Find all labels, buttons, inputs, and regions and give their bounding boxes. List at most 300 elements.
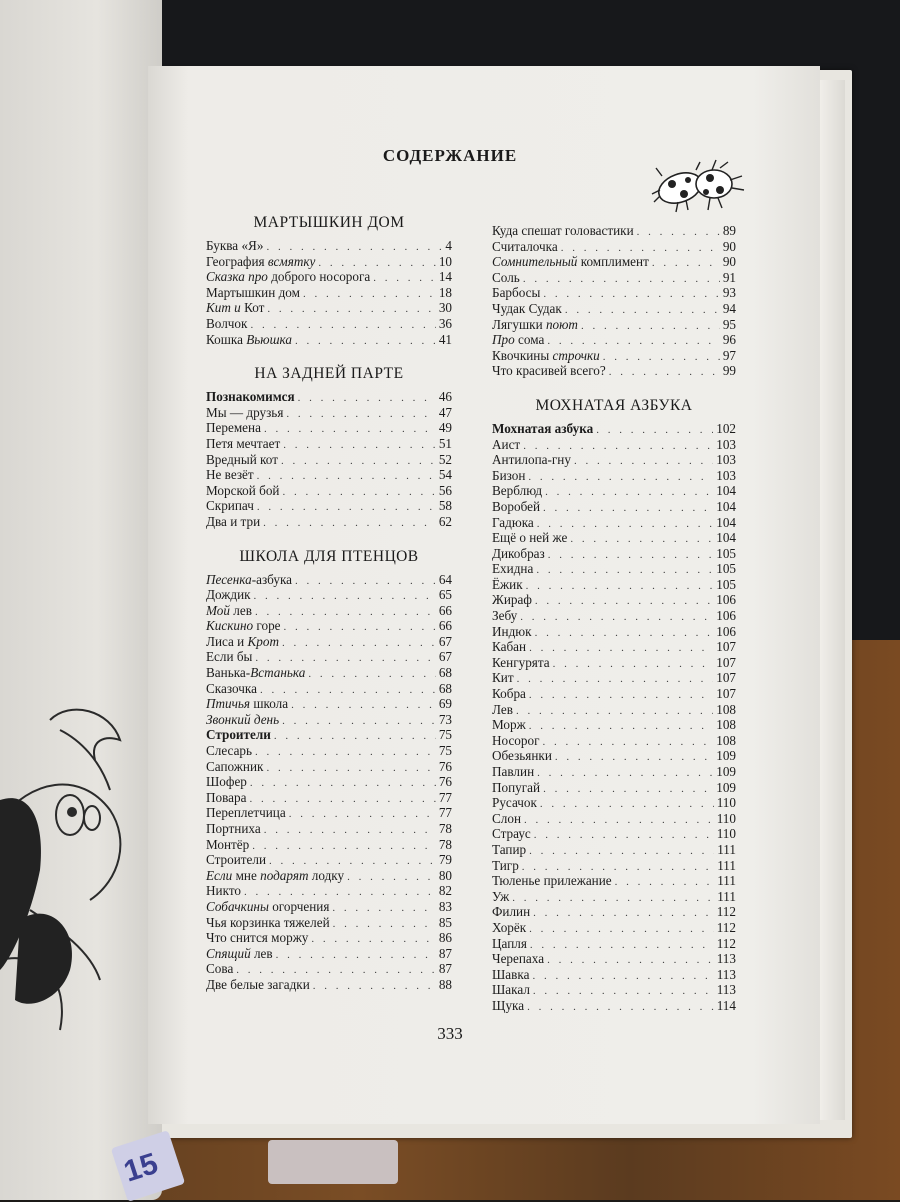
entry-title-part: поют xyxy=(545,316,578,332)
entry-title xyxy=(492,858,519,874)
entry-title-part: Антилопа-гну xyxy=(492,452,571,468)
leader-dots xyxy=(276,948,436,964)
entry-page-number: 110 xyxy=(716,810,736,826)
entry-page-number: 104 xyxy=(716,483,736,499)
entry-title-part: строчки xyxy=(552,347,600,363)
toc-entry[interactable] xyxy=(492,686,736,702)
leader-dots xyxy=(553,657,714,673)
entry-title-part: Дикобраз xyxy=(492,545,545,561)
entry-title-part: Кенгурята xyxy=(492,654,550,670)
toc-entry[interactable] xyxy=(206,572,452,588)
entry-page-number: 4 xyxy=(445,238,452,253)
toc-entry[interactable] xyxy=(206,405,452,421)
toc-entry[interactable] xyxy=(492,483,736,499)
toc-entry[interactable] xyxy=(492,670,736,686)
toc-entry[interactable] xyxy=(206,618,452,634)
entry-page-number: 113 xyxy=(716,982,736,998)
leader-dots xyxy=(596,423,713,439)
entry-title xyxy=(206,805,286,821)
toc-entry[interactable] xyxy=(206,712,452,728)
entry-title xyxy=(492,889,509,905)
toc-entry[interactable] xyxy=(206,436,452,452)
entry-title xyxy=(206,572,292,588)
toc-entry[interactable] xyxy=(492,873,736,889)
entry-title-part: Мартышкин дом xyxy=(206,284,300,300)
toc-entry[interactable] xyxy=(206,868,452,884)
toc-entry[interactable] xyxy=(206,389,452,405)
leader-dots xyxy=(255,745,436,761)
leader-dots xyxy=(637,225,720,241)
entry-title xyxy=(492,936,527,952)
leader-dots xyxy=(264,823,436,839)
leader-dots xyxy=(289,807,436,823)
entry-title-part: Встанька xyxy=(250,665,306,681)
toc-entry[interactable] xyxy=(206,634,452,650)
entry-title-part: Спящий xyxy=(206,945,251,961)
toc-entry[interactable] xyxy=(492,223,736,239)
entry-page-number: 79 xyxy=(438,852,452,868)
toc-entry[interactable] xyxy=(492,811,736,827)
entry-title xyxy=(492,748,552,764)
entry-title-part: Бизон xyxy=(492,467,526,483)
toc-entry[interactable] xyxy=(492,546,736,562)
entry-page-number: 77 xyxy=(438,789,452,805)
entry-title-part: лев xyxy=(250,945,273,961)
toc-entry[interactable] xyxy=(206,467,452,483)
entry-page-number: 49 xyxy=(438,420,452,436)
leader-dots xyxy=(529,922,714,938)
toc-entry[interactable] xyxy=(492,561,736,577)
entry-title-part: Кискино xyxy=(206,618,254,634)
leader-dots xyxy=(281,454,436,470)
entry-title-part: Строители xyxy=(206,852,267,868)
leader-dots xyxy=(603,350,720,366)
entry-page-number: 107 xyxy=(716,639,736,655)
entry-title-part: Лиса и xyxy=(206,633,248,649)
entry-page-number: 54 xyxy=(438,467,452,483)
toc-entry[interactable] xyxy=(206,452,452,468)
entry-title xyxy=(492,348,600,364)
toc-entry[interactable] xyxy=(492,967,736,983)
toc-entry[interactable] xyxy=(492,858,736,874)
toc-entry[interactable] xyxy=(492,421,736,437)
entry-title-part: подарят xyxy=(260,867,309,883)
leader-dots xyxy=(535,626,714,642)
entry-title-part: Портниха xyxy=(206,821,261,836)
entry-page-number: 102 xyxy=(716,420,736,436)
toc-entry[interactable] xyxy=(206,514,452,530)
leader-dots xyxy=(532,969,713,985)
toc-entry[interactable] xyxy=(206,727,452,743)
entry-title-part: Буква «Я» xyxy=(206,238,264,253)
entry-title-part: Дождик xyxy=(206,587,251,603)
leader-dots xyxy=(537,766,713,782)
entry-title xyxy=(492,655,550,671)
toc-entry[interactable] xyxy=(492,764,736,780)
entry-page-number: 106 xyxy=(716,623,736,639)
leader-dots xyxy=(313,979,436,995)
entry-title-part: Шавка xyxy=(492,966,530,982)
toc-entry[interactable] xyxy=(492,608,736,624)
toc-entry[interactable] xyxy=(206,696,452,712)
entry-title-part: Два и три xyxy=(206,513,261,529)
entry-title xyxy=(492,686,526,702)
toc-entry[interactable] xyxy=(492,332,736,348)
entry-title xyxy=(206,930,308,946)
toc-entry[interactable] xyxy=(206,899,452,915)
entry-title xyxy=(206,712,279,728)
entry-page-number: 41 xyxy=(438,331,452,347)
leader-dots xyxy=(533,984,714,1000)
toc-right-column xyxy=(492,223,736,1014)
leader-dots xyxy=(530,938,714,954)
entry-title-part: Если xyxy=(206,867,233,883)
entry-page-number: 88 xyxy=(438,976,452,992)
toc-entry[interactable] xyxy=(206,316,452,332)
entry-title-part: огорчения xyxy=(268,898,330,914)
entry-title xyxy=(206,332,292,348)
entry-page-number: 109 xyxy=(716,779,736,795)
section-title: МАРТЫШКИН ДОМ xyxy=(253,214,405,231)
toc-entry[interactable] xyxy=(492,270,736,286)
entry-title xyxy=(206,868,344,884)
entry-title xyxy=(492,239,558,255)
leader-dots xyxy=(264,422,436,438)
toc-entry[interactable] xyxy=(492,577,736,593)
entry-title-part: Верблюд xyxy=(492,483,543,499)
toc-entry[interactable] xyxy=(206,238,452,254)
leader-dots xyxy=(347,870,436,886)
toc-entry[interactable] xyxy=(492,530,736,546)
leader-dots xyxy=(570,532,713,548)
leader-dots xyxy=(266,761,435,777)
entry-page-number: 75 xyxy=(438,727,452,743)
toc-entry[interactable] xyxy=(492,717,736,733)
entry-page-number: 107 xyxy=(716,670,736,686)
toc-entry[interactable] xyxy=(206,821,452,837)
toc-entry[interactable] xyxy=(206,332,452,348)
entry-title xyxy=(492,904,530,920)
toc-entry[interactable] xyxy=(492,624,736,640)
entry-title xyxy=(492,702,513,718)
leader-dots xyxy=(543,501,713,517)
entry-title-part: Кит и xyxy=(206,300,241,316)
leader-dots xyxy=(523,272,720,288)
entry-title-part: Ещё о ней же xyxy=(492,530,568,546)
toc-entry[interactable] xyxy=(206,852,452,868)
entry-page-number: 83 xyxy=(438,898,452,914)
entry-page-number: 30 xyxy=(438,300,452,316)
leader-dots xyxy=(609,365,720,381)
entry-page-number: 89 xyxy=(722,223,736,238)
entry-title xyxy=(492,608,517,624)
entry-title xyxy=(206,618,281,634)
entry-title-part: Про xyxy=(492,332,515,348)
entry-page-number: 67 xyxy=(438,633,452,649)
entry-title xyxy=(206,254,315,270)
entry-page-number: 112 xyxy=(716,919,736,935)
entry-title xyxy=(206,821,261,837)
entry-title-part: Павлин xyxy=(492,764,535,779)
toc-entry[interactable] xyxy=(206,837,452,853)
toc-entry[interactable] xyxy=(206,300,452,316)
leader-dots xyxy=(282,636,436,652)
entry-title xyxy=(206,837,249,853)
toc-entry[interactable] xyxy=(492,515,736,531)
toc-entry[interactable] xyxy=(492,239,736,255)
toc-entry[interactable] xyxy=(492,639,736,655)
entry-title xyxy=(206,743,252,759)
leader-dots xyxy=(257,500,436,516)
toc-entry[interactable] xyxy=(492,285,736,301)
leader-dots xyxy=(333,917,436,933)
entry-title xyxy=(206,899,329,915)
toc-entry[interactable] xyxy=(206,483,452,499)
entry-title xyxy=(206,961,233,977)
entry-title xyxy=(206,452,278,468)
entry-title-part: Цапля xyxy=(492,935,527,951)
entry-title-part: Повара xyxy=(206,789,247,805)
toc-entry[interactable] xyxy=(492,301,736,317)
entry-title-part: всмятку xyxy=(267,253,316,269)
toc-entry[interactable] xyxy=(206,587,452,603)
toc-entry[interactable] xyxy=(492,702,736,718)
entry-title-part: Птичья xyxy=(206,696,251,712)
entry-title-part: Кошка xyxy=(206,331,247,347)
entry-title-part: Тапир xyxy=(492,841,527,857)
entry-title xyxy=(492,717,526,733)
entry-page-number: 87 xyxy=(438,945,452,961)
entry-page-number: 52 xyxy=(438,451,452,467)
entry-title-part: Аист xyxy=(492,436,521,452)
toc-entry[interactable] xyxy=(206,883,452,899)
entry-title-part: Собачкины xyxy=(206,898,269,914)
entry-title xyxy=(492,452,571,468)
entry-page-number: 103 xyxy=(716,452,736,468)
entry-title-part: Познакомимся xyxy=(206,389,295,405)
entry-title xyxy=(206,946,273,962)
leader-dots xyxy=(535,594,713,610)
entry-page-number: 107 xyxy=(716,654,736,670)
leader-dots xyxy=(282,485,435,501)
toc-entry[interactable] xyxy=(492,982,736,998)
toc-entry[interactable] xyxy=(206,961,452,977)
leader-dots xyxy=(257,469,436,485)
entry-title-part: сома xyxy=(514,332,545,348)
entry-title-part: Хорёк xyxy=(492,919,527,935)
leader-dots xyxy=(543,287,719,303)
leader-dots xyxy=(528,470,713,486)
entry-title xyxy=(206,405,283,421)
entry-title-part: Куда спешат головастики xyxy=(492,223,634,238)
entry-title-part: Кобра xyxy=(492,686,526,702)
toc-entry[interactable] xyxy=(206,915,452,931)
entry-title xyxy=(492,499,540,515)
entry-page-number: 107 xyxy=(716,686,736,702)
entry-title-part: Кабан xyxy=(492,639,527,655)
entry-page-number: 18 xyxy=(438,284,452,300)
toc-entry[interactable] xyxy=(206,269,452,285)
toc-entry[interactable] xyxy=(492,920,736,936)
leader-dots xyxy=(540,797,714,813)
entry-page-number: 82 xyxy=(438,883,452,899)
entry-page-number: 46 xyxy=(438,389,452,405)
toc-entry[interactable] xyxy=(492,889,736,905)
toc-entry[interactable] xyxy=(206,649,452,665)
toc-entry[interactable] xyxy=(206,930,452,946)
toc-entry[interactable] xyxy=(492,951,736,967)
entry-title-part: Что снится моржу xyxy=(206,930,309,946)
left-page xyxy=(0,0,162,1200)
entry-title-part: Сказка про xyxy=(206,269,268,285)
toc-entry[interactable] xyxy=(492,795,736,811)
entry-title-part: Зебу xyxy=(492,608,518,624)
entry-title xyxy=(492,780,540,796)
entry-title xyxy=(492,795,537,811)
entry-title xyxy=(492,624,532,640)
toc-entry[interactable] xyxy=(492,499,736,515)
toc-entry[interactable] xyxy=(206,665,452,681)
leader-dots xyxy=(520,610,713,626)
entry-page-number: 94 xyxy=(722,300,736,316)
toc-entry[interactable] xyxy=(206,603,452,619)
entry-page-number: 76 xyxy=(438,774,452,790)
entry-title-part: Никто xyxy=(206,883,241,899)
toc-entry[interactable] xyxy=(206,254,452,270)
leader-dots xyxy=(527,1000,714,1016)
entry-title-part: Слесарь xyxy=(206,743,253,759)
toc-entry[interactable] xyxy=(492,780,736,796)
entry-page-number: 95 xyxy=(722,316,736,332)
leader-dots xyxy=(284,620,436,636)
toc-entry[interactable] xyxy=(492,317,736,333)
entry-title-part: комплимент xyxy=(577,254,649,270)
leader-dots xyxy=(274,729,436,745)
toc-entry[interactable] xyxy=(492,468,736,484)
toc-entry[interactable] xyxy=(492,998,736,1014)
entry-title xyxy=(206,977,310,993)
toc-entry[interactable] xyxy=(206,790,452,806)
entry-title-part: Гадюка xyxy=(492,514,534,530)
leader-dots xyxy=(548,548,713,564)
entry-title xyxy=(206,696,288,712)
toc-entry[interactable] xyxy=(492,748,736,764)
toc-left-column xyxy=(206,214,452,993)
entry-title-part: География xyxy=(206,253,268,269)
leader-dots xyxy=(565,303,720,319)
entry-title xyxy=(206,852,266,868)
entry-title xyxy=(206,587,251,603)
toc-entry[interactable] xyxy=(206,946,452,962)
entry-page-number: 62 xyxy=(438,513,452,529)
leader-dots xyxy=(536,563,713,579)
section-title: ШКОЛА ДЛЯ ПТЕНЦОВ xyxy=(239,547,419,565)
leader-dots xyxy=(534,828,714,844)
sticker-tab xyxy=(268,1140,398,1184)
leader-dots xyxy=(283,438,436,454)
toc-entry[interactable] xyxy=(492,904,736,920)
toc-entry[interactable] xyxy=(206,774,452,790)
entry-page-number: 105 xyxy=(716,561,736,577)
toc-entry[interactable] xyxy=(206,743,452,759)
toc-entry[interactable] xyxy=(492,254,736,270)
entry-page-number: 68 xyxy=(438,680,452,696)
entry-title xyxy=(492,951,544,967)
entry-title-part: Переплетчица xyxy=(206,805,286,821)
entry-title xyxy=(492,332,544,348)
toc-entry[interactable] xyxy=(492,842,736,858)
entry-page-number: 114 xyxy=(716,997,736,1013)
leader-dots xyxy=(545,485,713,501)
entry-title xyxy=(492,639,526,655)
entry-title-part: Шакал xyxy=(492,982,530,998)
price-sticker: 15 xyxy=(111,1130,185,1202)
toc-entry[interactable] xyxy=(206,681,452,697)
toc-entry[interactable] xyxy=(492,592,736,608)
toc-entry[interactable] xyxy=(492,363,736,379)
toc-entry[interactable] xyxy=(206,498,452,514)
toc-entry[interactable] xyxy=(492,826,736,842)
entry-title xyxy=(206,649,252,665)
entry-title-part: Ехидна xyxy=(492,561,534,577)
leader-dots xyxy=(373,271,436,287)
leader-dots xyxy=(516,704,713,720)
leader-dots xyxy=(581,319,720,335)
entry-page-number: 56 xyxy=(438,482,452,498)
toc-entry[interactable] xyxy=(492,733,736,749)
entry-title xyxy=(206,285,300,301)
entry-title xyxy=(206,389,295,405)
entry-page-number: 65 xyxy=(438,587,452,603)
toc-entry[interactable] xyxy=(492,437,736,453)
toc-entry[interactable] xyxy=(206,805,452,821)
toc-entry[interactable] xyxy=(492,452,736,468)
ladybug-beetles-icon xyxy=(650,150,746,218)
entry-title xyxy=(492,967,529,983)
leader-dots xyxy=(533,906,714,922)
entry-page-number: 90 xyxy=(722,238,736,254)
entry-title xyxy=(492,670,514,686)
toc-entry[interactable] xyxy=(206,977,452,993)
toc-entry[interactable] xyxy=(492,348,736,364)
entry-title-part: Морж xyxy=(492,717,526,733)
toc-entry[interactable] xyxy=(206,285,452,301)
entry-title-part: Лягушки xyxy=(492,316,546,332)
entry-title-part: доброго носорога xyxy=(267,269,371,285)
leader-dots xyxy=(291,698,436,714)
entry-title xyxy=(206,681,257,697)
toc-entry[interactable] xyxy=(492,655,736,671)
entry-page-number: 67 xyxy=(438,649,452,665)
entry-title xyxy=(206,915,330,931)
entry-page-number: 93 xyxy=(722,285,736,301)
entry-page-number: 36 xyxy=(438,315,452,331)
leader-dots xyxy=(295,334,436,350)
toc-entry[interactable] xyxy=(206,759,452,775)
entry-title xyxy=(206,436,280,452)
entry-page-number: 109 xyxy=(716,748,736,764)
entry-title xyxy=(492,577,523,593)
entry-page-number: 103 xyxy=(716,436,736,452)
toc-entry[interactable] xyxy=(206,420,452,436)
entry-title xyxy=(206,483,279,499)
entry-title xyxy=(206,634,279,650)
toc-entry[interactable] xyxy=(492,936,736,952)
entry-page-number: 64 xyxy=(438,571,452,587)
leader-dots xyxy=(311,932,435,948)
leader-dots xyxy=(543,735,714,751)
entry-title xyxy=(206,300,264,316)
